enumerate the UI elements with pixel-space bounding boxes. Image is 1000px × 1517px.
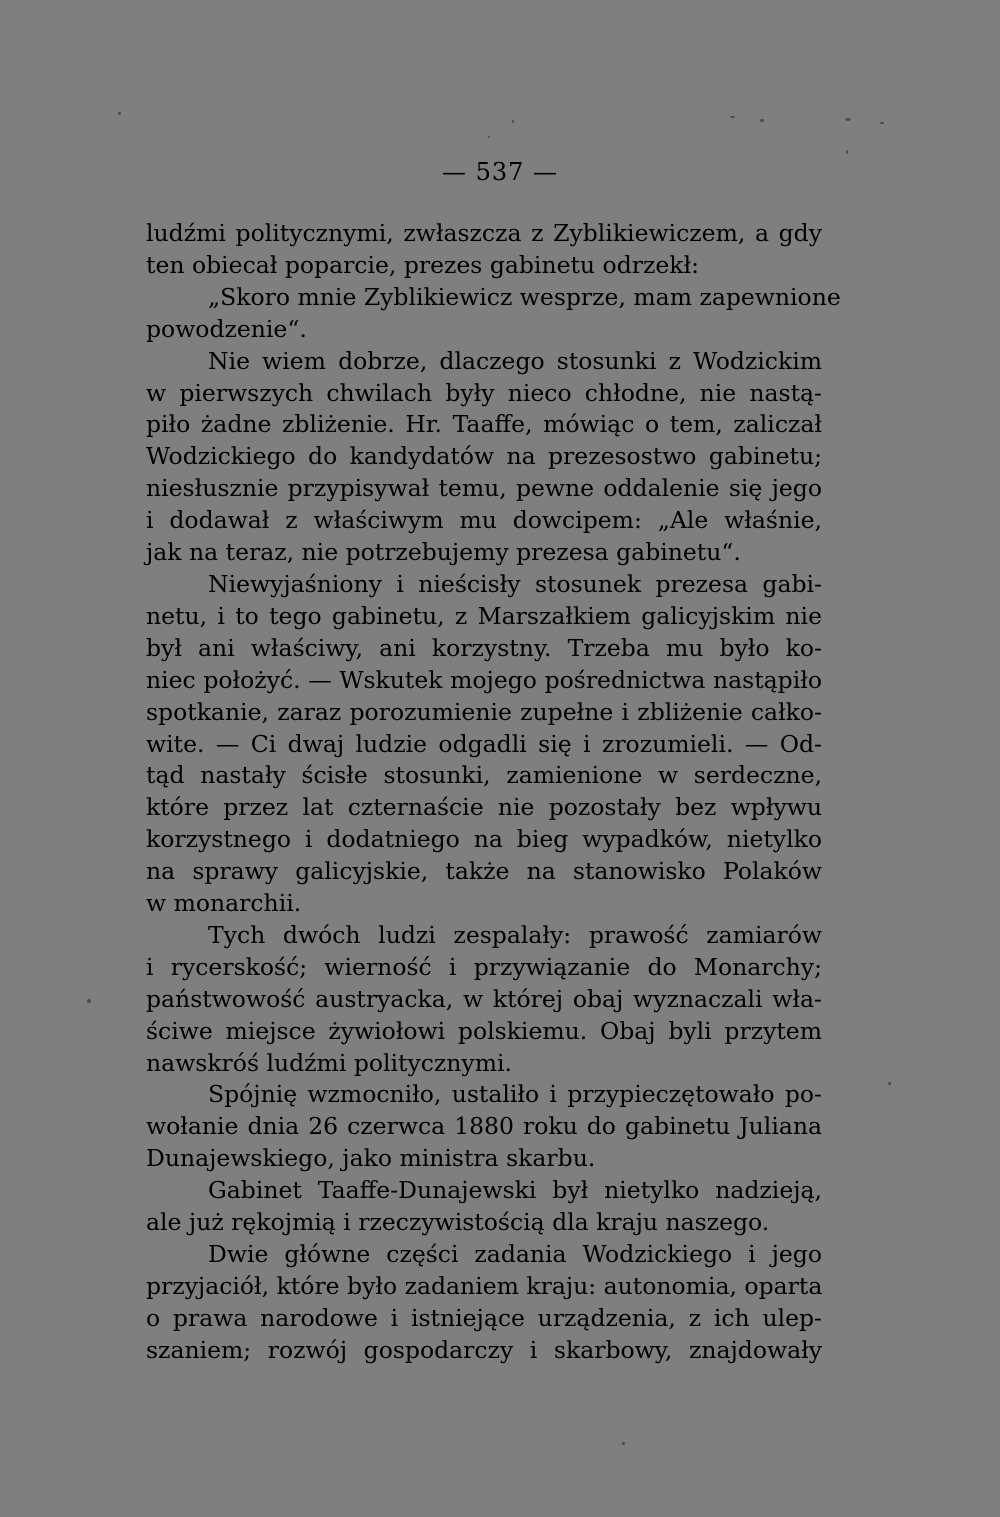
body-text — [146, 218, 841, 1367]
text-line: wołanie dnia 26 czerwca 1880 roku do gabinetu Juliana — [146, 1112, 822, 1141]
scan-speck — [760, 119, 764, 122]
text-line: państwowość austryacka, w której obaj wyznaczali wła- — [146, 984, 822, 1013]
scan-speck — [846, 150, 848, 154]
text-line: Nie wiem dobrze, dlaczego stosunki z Wodzickim — [208, 346, 822, 375]
text-line: i dodawał z właściwym mu dowcipem: „Ale właśnie, — [146, 506, 822, 535]
text-line: ludźmi politycznymi, zwłaszcza z Zyblikiewiczem, a gdy — [146, 219, 822, 247]
text-line: ale już rękojmią i rzeczywistością dla kraju naszego. — [146, 1208, 770, 1237]
text-line: spotkanie, zaraz porozumienie zupełne i zbliżenie całko- — [146, 697, 822, 726]
text-line: netu, i to tego gabinetu, z Marszałkiem galicyjskim nie — [146, 601, 822, 630]
text-line: o prawa narodowe i istniejące urządzenia, z ich ulep- — [146, 1303, 822, 1332]
text-line: był ani właściwy, ani korzystny. Trzeba mu było ko- — [146, 633, 822, 662]
text-line: Dunajewskiego, jako ministra skarbu. — [146, 1144, 596, 1173]
page-number: — 537 — — [441, 158, 559, 186]
scan-speck — [488, 136, 490, 138]
text-line: jak na teraz, nie potrzebujemy prezesa gabinetu“. — [146, 538, 741, 567]
text-line: Gabinet Taaffe-Dunajewski był nietylko nadzieją, — [208, 1176, 822, 1205]
text-line: powodzenie“. — [146, 314, 307, 343]
text-line: wite. — Ci dwaj ludzie odgadli się i zrozumieli. — Od- — [146, 729, 822, 758]
text-line: „Skoro mnie Zyblikiewicz wesprze, mam zapewnione — [208, 282, 841, 311]
text-line: piło żadne zbliżenie. Hr. Taaffe, mówiąc o tem, zaliczał — [146, 410, 822, 439]
text-line: które przez lat czternaście nie pozostały bez wpływu — [146, 793, 822, 822]
text-line: Wodzickiego do kandydatów na prezesostwo gabinetu; — [146, 442, 822, 471]
scan-speck — [888, 1082, 891, 1085]
text-line: na sprawy galicyjskie, także na stanowisko Polaków — [146, 857, 822, 886]
text-line: ściwe miejsce żywiołowi polskiemu. Obaj byli przytem — [146, 1016, 822, 1045]
scan-speck — [880, 122, 884, 124]
scan-speck — [845, 118, 851, 121]
text-line: przyjaciół, które było zadaniem kraju: autonomia, oparta — [146, 1271, 823, 1300]
text-line: Tych dwóch ludzi zespalały: prawość zamiarów — [208, 920, 822, 949]
scan-speck — [118, 112, 121, 115]
text-line: niesłusznie przypisywał temu, pewne oddalenie się jego — [146, 474, 822, 503]
text-line: tąd nastały ścisłe stosunki, zamienione w serdeczne, — [146, 761, 822, 790]
text-line: w monarchii. — [146, 889, 302, 918]
text-line: szaniem; rozwój gospodarczy i skarbowy, znajdowały — [146, 1335, 822, 1364]
scan-speck — [512, 120, 514, 123]
text-line: Dwie główne części zadania Wodzickiego i jego — [208, 1240, 822, 1268]
text-line: ten obiecał poparcie, prezes gabinetu odrzekł: — [146, 250, 700, 279]
scan-speck — [622, 1442, 625, 1445]
text-line: Spójnię wzmocniło, ustaliło i przypieczętowało po- — [208, 1080, 822, 1109]
text-line: Niewyjaśniony i nieścisły stosunek prezesa gabi- — [208, 569, 822, 598]
text-line: niec położyć. — Wskutek mojego pośrednictwa nastąpiło — [146, 665, 822, 694]
text-line: nawskróś ludźmi politycznymi. — [146, 1048, 512, 1077]
scan-speck — [87, 999, 91, 1003]
text-line: i rycerskość; wierność i przywiązanie do Monarchy; — [146, 952, 822, 981]
text-line: korzystnego i dodatniego na bieg wypadków, nietylko — [146, 825, 822, 854]
scan-speck — [730, 116, 735, 118]
text-line: w pierwszych chwilach były nieco chłodne, nie nastą- — [146, 378, 822, 407]
